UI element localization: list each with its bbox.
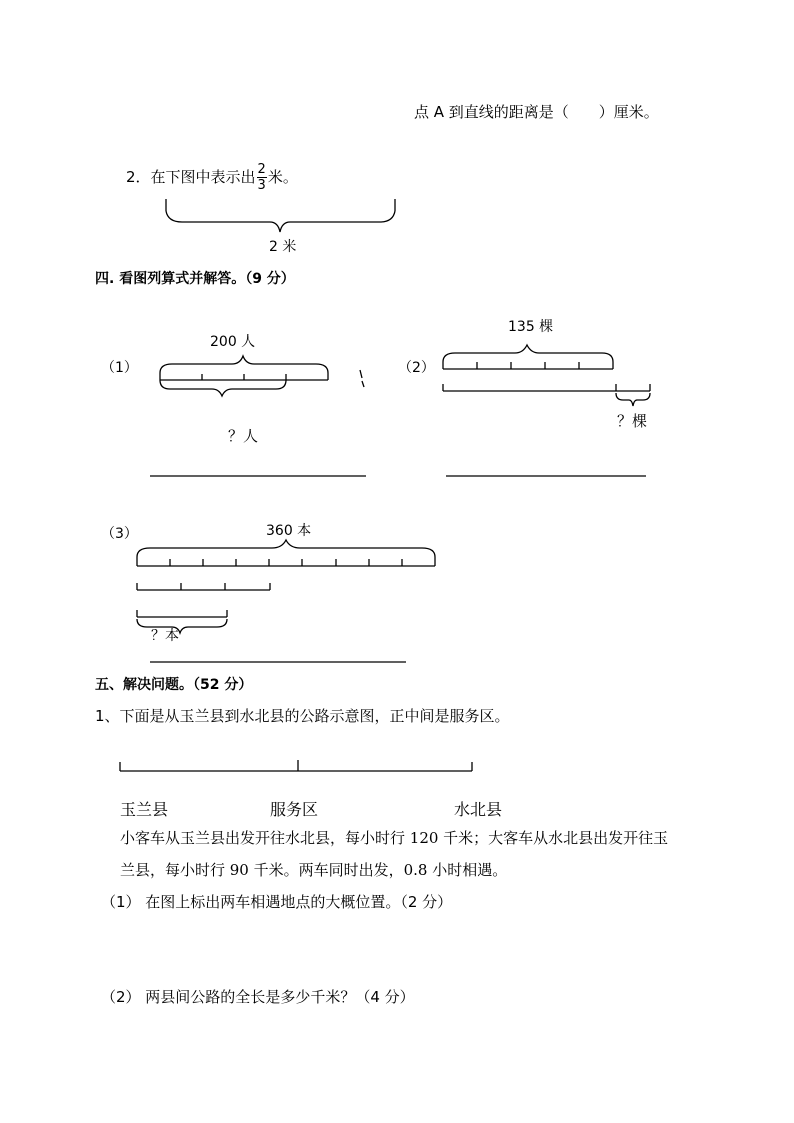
distance-question: 点 A 到直线的距离是（ ）厘米。 — [414, 103, 659, 121]
q2-prefix: 2．在下图中表示出 — [126, 168, 256, 186]
p1-number: （1） — [101, 360, 138, 376]
problem-desc-line1: 小客车从玉兰县出发开往水北县，每小时行 120 千米；大客车从水北县出发开往玉 — [120, 829, 669, 847]
q2-brace — [166, 199, 395, 232]
place-shuibei: 水北县 — [454, 800, 503, 819]
place-yulan: 玉兰县 — [120, 800, 169, 819]
p1-bottom-label: ？人 — [228, 427, 259, 445]
fraction-numerator: 2 — [257, 162, 266, 177]
sub-question-1: （1） 在图上标出两车相遇地点的大概位置。（2 分） — [101, 893, 453, 911]
p2-top-label: 135 棵 — [508, 319, 554, 335]
p2-number: （2） — [398, 360, 435, 376]
diagram-2 — [443, 345, 650, 406]
p3-top-label: 360 本 — [266, 523, 312, 539]
sub-question-2: （2） 两县间公路的全长是多少千米？（4 分） — [101, 988, 415, 1006]
q2-brace-label: 2 米 — [269, 239, 297, 255]
p1-top-label: 200 人 — [210, 334, 256, 350]
diagram-1 — [160, 356, 364, 396]
place-service-area: 服务区 — [270, 800, 319, 819]
fraction-denominator: 3 — [257, 178, 266, 193]
q1-intro: 1、下面是从玉兰县到水北县的公路示意图，正中间是服务区。 — [95, 707, 510, 725]
diagram-3 — [137, 540, 435, 633]
p3-bottom-label: ？本 — [151, 628, 179, 644]
section5-title: 五、解决问题。（52 分） — [95, 677, 253, 693]
q2-suffix: 米。 — [267, 168, 298, 186]
problem-desc-line2: 兰县，每小时行 90 千米。两车同时出发，0.8 小时相遇。 — [120, 861, 508, 879]
road-diagram — [120, 760, 472, 771]
p2-bottom-label: ？棵 — [617, 412, 648, 430]
p3-number: （3） — [101, 526, 138, 542]
section4-title: 四. 看图列算式并解答。（9 分） — [95, 271, 295, 287]
